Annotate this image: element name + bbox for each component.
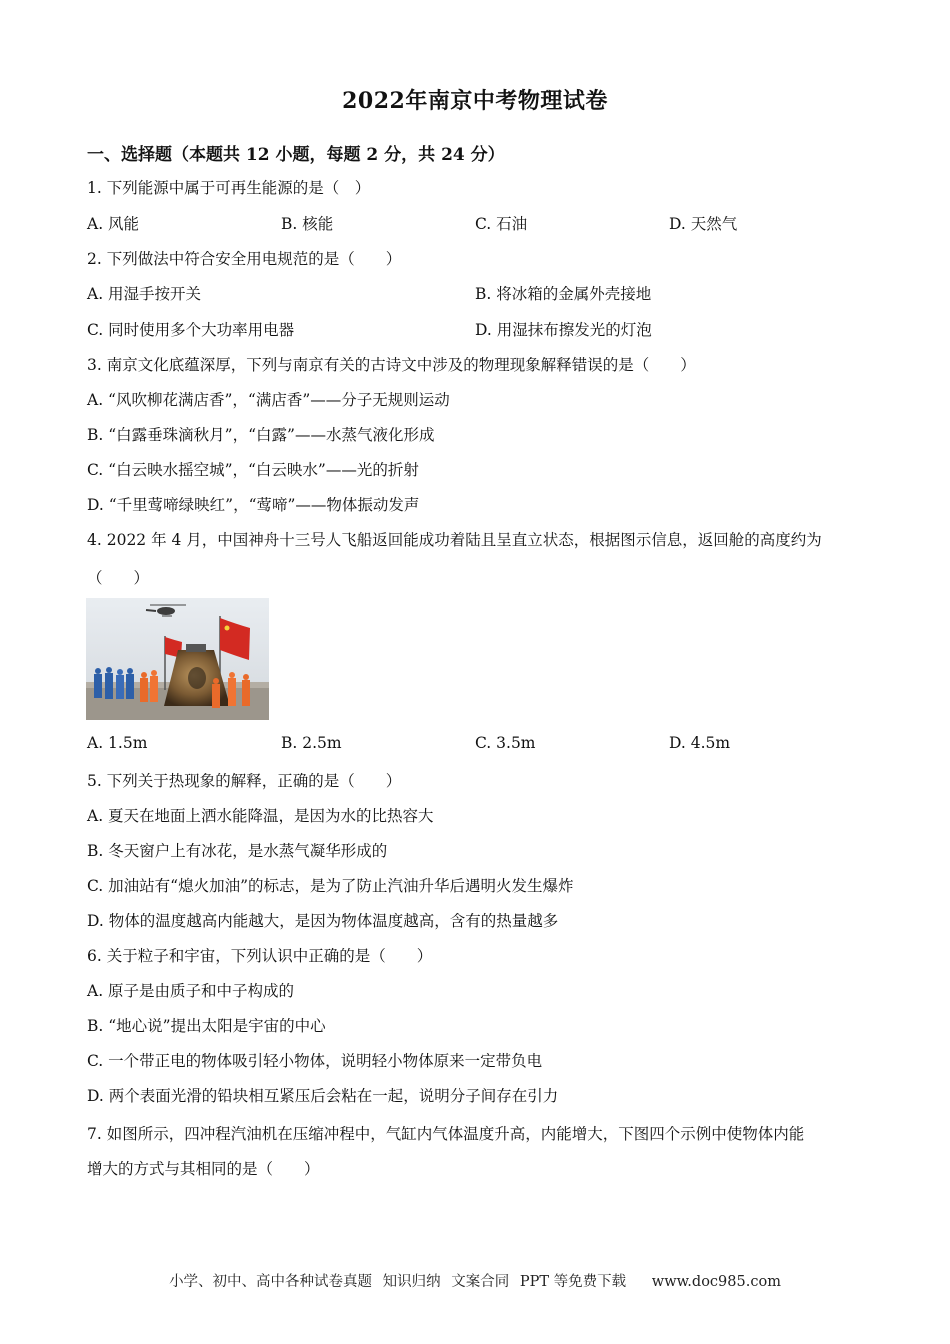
footer-text-1: 小学、初中、高中各种试卷真题 <box>169 1274 373 1290</box>
question-4-stem: 4. 2022 年 4 月，中国神舟十三号人飞船返回能成功着陆且呈直立状态，根据图示信息，返回舱的高度约为 <box>87 531 822 549</box>
question-2-option-a: A. 用湿手按开关 <box>87 285 202 303</box>
page-title: 2022年南京中考物理试卷 <box>342 88 608 114</box>
section-heading: 一、选择题（本题共 12 小题，每题 2 分，共 24 分） <box>87 145 505 165</box>
question-1-option-d: D. 天然气 <box>669 215 738 233</box>
question-4-option-a: A. 1.5m <box>87 734 148 752</box>
question-4-option-c: C. 3.5m <box>475 734 536 752</box>
question-6-option-b: B. “地心说”提出太阳是宇宙的中心 <box>87 1017 326 1035</box>
question-2-stem: 2. 下列做法中符合安全用电规范的是（ ） <box>87 250 402 268</box>
question-3-option-d: D. “千里莺啼绿映红”，“莺啼”——物体振动发声 <box>87 496 420 514</box>
question-2-option-b: B. 将冰箱的金属外壳接地 <box>475 285 652 303</box>
question-7-stem: 7. 如图所示，四冲程汽油机在压缩冲程中，气缸内气体温度升高，内能增大，下图四个示例中使物体内能 <box>87 1125 805 1143</box>
question-6-stem: 6. 关于粒子和宇宙，下列认识中正确的是（ ） <box>87 947 433 965</box>
question-3-stem: 3. 南京文化底蕴深厚，下列与南京有关的古诗文中涉及的物理现象解释错误的是（ ） <box>87 356 696 374</box>
question-3-option-a: A. “风吹柳花满店香”，“满店香”——分子无规则运动 <box>87 391 450 409</box>
footer-text-3: 文案合同 <box>451 1274 510 1290</box>
question-4-stem-cont: （ ） <box>87 569 150 587</box>
question-1-option-a: A. 风能 <box>87 215 140 233</box>
question-1-option-c: C. 石油 <box>475 215 528 233</box>
capsule-landing-illustration <box>86 598 269 720</box>
question-5-option-b: B. 冬天窗户上有冰花，是水蒸气凝华形成的 <box>87 842 388 860</box>
question-5-option-d: D. 物体的温度越高内能越大，是因为物体温度越高，含有的热量越多 <box>87 912 559 930</box>
footer-text-2: 知识归纳 <box>382 1274 441 1290</box>
question-5-option-a: A. 夏天在地面上洒水能降温，是因为水的比热容大 <box>87 807 434 825</box>
footer-url[interactable]: www.doc985.com <box>651 1274 781 1290</box>
question-5-stem: 5. 下列关于热现象的解释，正确的是（ ） <box>87 772 402 790</box>
question-1-stem: 1. 下列能源中属于可再生能源的是（ ） <box>87 179 371 197</box>
question-3-option-c: C. “白云映水摇空城”，“白云映水”——光的折射 <box>87 461 419 479</box>
capsule-landing-photo <box>86 598 269 720</box>
question-1-option-b: B. 核能 <box>281 215 334 233</box>
question-5-option-c: C. 加油站有“熄火加油”的标志，是为了防止汽油升华后遇明火发生爆炸 <box>87 877 574 895</box>
question-6-option-d: D. 两个表面光滑的铅块相互紧压后会粘在一起，说明分子间存在引力 <box>87 1087 559 1105</box>
question-2-option-c: C. 同时使用多个大功率用电器 <box>87 321 295 339</box>
question-4-option-b: B. 2.5m <box>281 734 342 752</box>
question-6-option-c: C. 一个带正电的物体吸引轻小物体，说明轻小物体原来一定带负电 <box>87 1052 543 1070</box>
question-7-stem-cont: 增大的方式与其相同的是（ ） <box>87 1160 320 1178</box>
question-6-option-a: A. 原子是由质子和中子构成的 <box>87 982 295 1000</box>
question-4-option-d: D. 4.5m <box>669 734 731 752</box>
question-3-option-b: B. “白露垂珠滴秋月”，“白露”——水蒸气液化形成 <box>87 426 435 444</box>
page-footer <box>0 1270 950 1291</box>
footer-text-4: PPT 等免费下载 <box>519 1274 627 1290</box>
question-2-option-d: D. 用湿抹布擦发光的灯泡 <box>475 321 652 339</box>
